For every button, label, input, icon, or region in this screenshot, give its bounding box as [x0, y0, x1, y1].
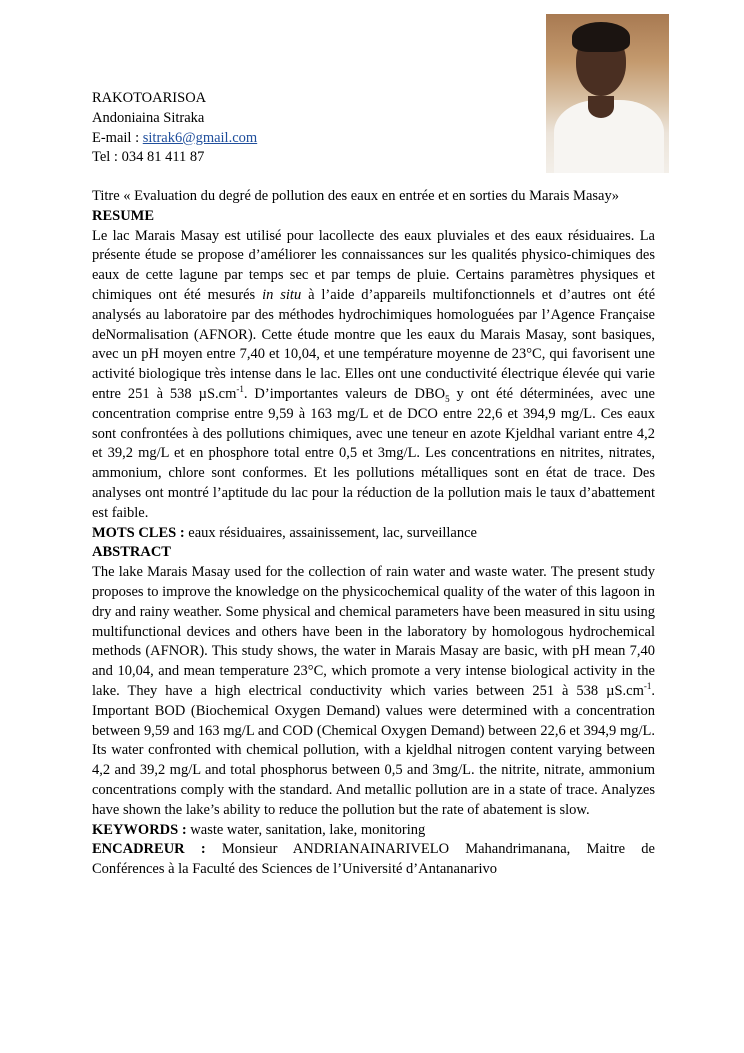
abstract-paragraph	[92, 563, 655, 820]
contact-block	[92, 89, 257, 168]
resume-sub: 5	[445, 393, 450, 404]
mots-cles-line	[92, 524, 655, 544]
document-body	[92, 187, 655, 880]
abstract-text-2: . Important BOD (Biochemical Oxygen Demand) values were determined with a concentration between 9,59 and 163 mg/L and COD (Chemical Oxygen Demand) between 22,6 et 394,9 mg/L. Its water confronted with chemical pollution, with a kjeldhal nitrogen content varying between 4,2 and 39,2 mg/L and total phosphorus between 0,5 and 3mg/L. the nitrite, nitrate, ammonium concentrations comply with the standard. And metallic pollution are in a state of trace. Analyzes have shown the lake’s ability to reduce the pollution but the rate of abatement is slow.	[92, 682, 655, 818]
resume-text-1: Le lac Marais Masay est utilisé pour lacollecte des eaux pluviales et des eaux résiduaires. La présente étude se propose d’améliorer les connaissances sur les qualités physico-chimiques des eaux de cette lagune par temps sec et par temps de pluie. Certains paramètres physiques et chimiques ont été mesurés	[92, 227, 655, 303]
resume-text-4: y ont été déterminées, avec une concentration comprise entre 9,59 à 163 mg/L et de DCO entre 22,6 et 394,9 mg/L. Ces eaux sont confrontées à des pollutions chimiques, avec une teneur en azote Kjeldhal variant entre 4,2 et 39,2 mg/L et en phosphore total entre 0,5 et 3mg/L. Les concentrations en nitrites, nitrates, ammonium, chlore sont conformes. Et les pollutions métalliques sont en état de trace. Des analyses ont montré l’aptitude du lac pour la réduction de la pollution mais le taux d’abattement est faible.	[92, 385, 655, 521]
author-given-names: Andoniaina Sitraka	[92, 109, 205, 126]
keywords-line	[92, 821, 655, 841]
photo-hair	[572, 22, 630, 52]
encadreur-label: ENCADREUR :	[92, 841, 222, 858]
abstract-heading: ABSTRACT	[92, 544, 171, 561]
encadreur-line	[92, 840, 655, 880]
email-label: E-mail :	[92, 129, 143, 146]
resume-in-situ: in situ	[262, 286, 302, 303]
encadreur-value: Monsieur ANDRIANAINARIVELO Mahandrimanana, Maitre de Conférences à la Faculté des Sciences de l’Université d’Antananarivo	[92, 841, 655, 878]
resume-sup: -1	[236, 384, 244, 395]
resume-text-2: à l’aide d’appareils multifonctionnels et d’autres ont été analysés au laboratoire par des méthodes hydrochimiques homologuées par l’Agence Française deNormalisation (AFNOR). Cette étude montre que les eaux du Marais Masay, sont basiques, avec un pH moyen entre 7,40 et 10,04, et une température moyenne de 23°C, qui favorisent une activité biologique très intense dans le lac. Elles ont une conductivité électrique élevée qui varie entre 251 à 538 µS.cm	[92, 286, 656, 402]
resume-heading: RESUME	[92, 207, 155, 224]
mots-cles-label: MOTS CLES :	[92, 524, 189, 541]
photo-neck	[588, 96, 614, 118]
keywords-label: KEYWORDS :	[92, 821, 191, 838]
email-line	[92, 129, 257, 149]
author-photo	[546, 14, 669, 173]
resume-paragraph	[92, 227, 655, 524]
mots-cles-value: eaux résiduaires, assainissement, lac, surveillance	[188, 524, 477, 541]
abstract-sup: -1	[643, 681, 652, 692]
phone-line: Tel : 034 81 411 87	[92, 149, 205, 166]
resume-text-3: . D’importantes valeurs de DBO	[243, 385, 446, 402]
keywords-value: waste water, sanitation, lake, monitoring	[190, 821, 426, 838]
author-surname: RAKOTOARISOA	[92, 90, 207, 106]
abstract-text-1: The lake Marais Masay used for the collection of rain water and waste water. The present study proposes to improve the knowledge on the physicochemical quality of the water of this lagoon in dry and rainy weather. Some physical and chemical parameters have been measured in situ using multifunctional devices and others have been in the laboratory by homologous hydrochemical methods (AFNOR). This study shows, the water in Marais Masay are basic, with pH mean 7,40 and 10,04, and mean temperature 23°C, which promote a very intense biological activity in the lake. They have a high electrical conductivity which varies between 251 à 538 µS.cm	[92, 564, 655, 699]
email-link[interactable]: sitrak6@gmail.com	[142, 129, 258, 146]
document-title: Titre « Evaluation du degré de pollution des eaux en entrée et en sorties du Marais Masay»	[92, 188, 619, 204]
